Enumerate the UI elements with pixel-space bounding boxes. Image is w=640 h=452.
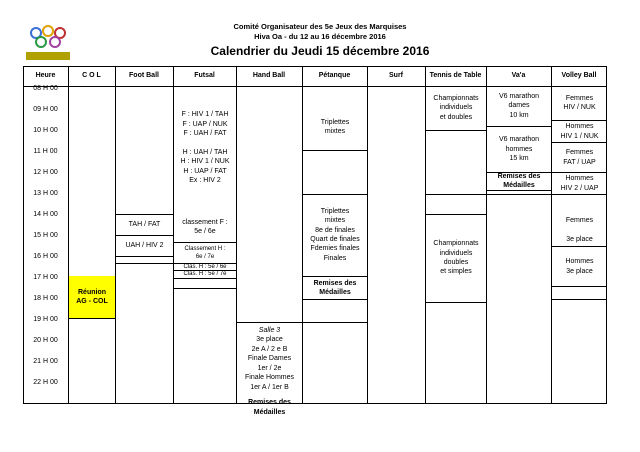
event-line: H : UAH / TAH [182,149,228,156]
organizer-text: Comité Organisateur des 5e Jeux des Marquises [233,22,407,31]
time-label: 21 H 00 [33,358,58,365]
subtitle-text: Hiva Oa - du 12 au 16 décembre 2016 [254,32,386,41]
time-label: 16 H 00 [33,253,58,260]
event-line: 10 km [509,111,529,119]
event-line: Femmes [565,94,594,102]
cell-line [551,194,607,195]
cell-line [486,194,551,195]
event-line: mixtes [324,128,346,135]
handball-award-cell [237,397,302,418]
event-line: Finale Dames [247,355,292,363]
column-header: Va'a [511,71,526,79]
event-line: H : HIV 1 / NUK [180,158,230,166]
volleyball-match-cell [552,214,607,246]
event-line: AG - COL [76,298,108,305]
event-line: 2e A / 2 e B [251,345,288,353]
event-line: et doubles [439,113,473,121]
cell-line [302,150,367,151]
volleyball-match-cell [552,86,607,120]
event-line: 3e place [566,267,593,275]
column-header: Hand Ball [252,71,286,79]
event-line: Hommes [565,258,594,266]
event-line: UAH / HIV 2 [125,241,164,249]
event-line: Clas. H : 5e / 7e [183,271,227,278]
time-label: 18 H 00 [33,295,58,302]
cell-line [115,263,173,264]
event-line: F : HIV 1 / TAH [181,111,229,119]
column-header: C O L [82,71,101,79]
event-line: Finales [323,254,347,262]
event-line: 1er / 2e [257,364,282,372]
event-line: Ex : HIV 2 [189,177,221,185]
column-header: Surf [389,71,403,79]
cell-line [425,302,486,303]
event-line: dames [508,102,530,110]
cell-line [173,288,236,289]
event-line: et simples [440,268,472,276]
event-line: Championnats [433,240,479,248]
table-tennis-cell [426,214,486,302]
event-line: Hommes [565,175,594,183]
column-header: Volley Ball [561,71,597,79]
event-line: doubles [443,259,469,266]
event-line: F : UAP / NUK [182,120,228,128]
petanque-cell [303,104,367,150]
time-label: 22 H 00 [33,379,58,386]
games-logo [24,22,72,62]
column-header: Futsal [194,71,215,79]
event-line: Femmes [565,149,594,157]
column-line [367,66,368,404]
volleyball-match-cell [552,143,607,172]
petanque-award-cell [303,277,367,299]
handball-matches-cell [237,322,302,396]
time-label: 11 H 00 [33,148,58,155]
event-line: mixtes [324,217,346,225]
time-label: 15 H 00 [33,232,58,239]
table-border [23,403,607,404]
event-line [579,225,581,234]
event-line: Remises des [313,279,357,287]
time-label: 08 H 00 [33,85,58,92]
event-line: individuels [439,104,473,112]
cell-line [551,299,607,300]
event-line: hommes [505,145,533,153]
cell-line [425,194,486,195]
event-line: Médailles [319,289,351,296]
time-label: 19 H 00 [33,316,58,323]
event-line: Médailles [253,408,286,416]
schedule-grid [23,66,607,419]
event-line: Remises des [248,399,291,407]
event-line: 6e / 7e [195,254,215,260]
page-title: Calendrier du Jeudi 15 décembre 2016 [210,44,430,58]
event-line: HIV 2 / UAP [560,184,599,192]
vaa-award-cell [487,172,551,190]
event-line: Championnats [433,94,479,102]
futsal-matches-cell [174,104,236,192]
time-label: 10 H 00 [33,127,58,134]
event-line: Triplettes [320,207,350,215]
event-line: Salle 3 [258,326,281,334]
cell-line [115,256,173,257]
event-line: 1er A / 1er B [250,383,289,391]
event-line [204,139,206,148]
event-line: Fdemies finales [310,245,360,253]
event-line: individuels [439,249,473,257]
cell-line [68,318,115,319]
event-line: Femmes [565,216,594,224]
event-line: Remises des [497,172,541,180]
event-line: 3e place [256,336,283,344]
event-line: V6 marathon [498,92,540,100]
event-line: HIV 1 / NUK [560,132,599,140]
futsal-match-cell [174,212,236,242]
time-label: 20 H 00 [33,337,58,344]
column-header: Foot Ball [129,71,159,79]
time-label: 17 H 00 [33,274,58,281]
futsal-match-cell [174,243,236,263]
time-label: 14 H 00 [33,211,58,218]
event-line: Triplettes [320,118,350,126]
column-line [68,66,69,404]
football-match-cell [116,214,173,235]
event-line: F : UAH / FAT [183,130,227,138]
event-line: Réunion [78,288,106,296]
event-line: Finale Hommes [244,374,294,382]
column-header: Heure [35,71,56,79]
table-tennis-cell [426,86,486,130]
event-line: Hommes [565,123,594,131]
event-line: 8e de finales [315,226,355,234]
time-label: 13 H 00 [33,190,58,197]
cell-line [425,130,486,131]
event-line: FAT / UAP [563,158,596,166]
vaa-race-cell [487,86,551,126]
event-line: TAH / FAT [128,220,161,228]
cell-line [302,322,367,323]
event-line: 5e / 6e [194,228,216,235]
time-label: 09 H 00 [33,106,58,113]
event-line: 15 km [509,155,529,163]
volleyball-match-cell [552,247,607,286]
event-line: 3e place [566,235,593,243]
cell-line [302,299,367,300]
time-label: 12 H 00 [33,169,58,176]
cell-line [551,286,607,287]
futsal-match-cell [174,264,236,270]
event-line: Clas. H : 5e / 6e [183,263,227,270]
event-line: Classement H : [184,245,226,252]
futsal-match-cell [174,271,236,278]
volleyball-match-cell [552,173,607,194]
col-meeting-cell [69,276,115,318]
event-line: Quart de finales [310,236,360,243]
event-line: classement F : [182,218,228,226]
petanque-cell [303,194,367,276]
column-header: Tennis de Table [429,71,482,79]
column-header: Pétanque [318,71,351,79]
event-line: H : UAP / FAT [183,167,227,175]
event-line: HIV / NUK [563,104,596,111]
event-line: V6 marathon [498,136,540,144]
volleyball-match-cell [552,121,607,142]
football-match-cell [116,235,173,256]
event-line: Médailles [503,182,535,189]
vaa-race-cell [487,127,551,172]
